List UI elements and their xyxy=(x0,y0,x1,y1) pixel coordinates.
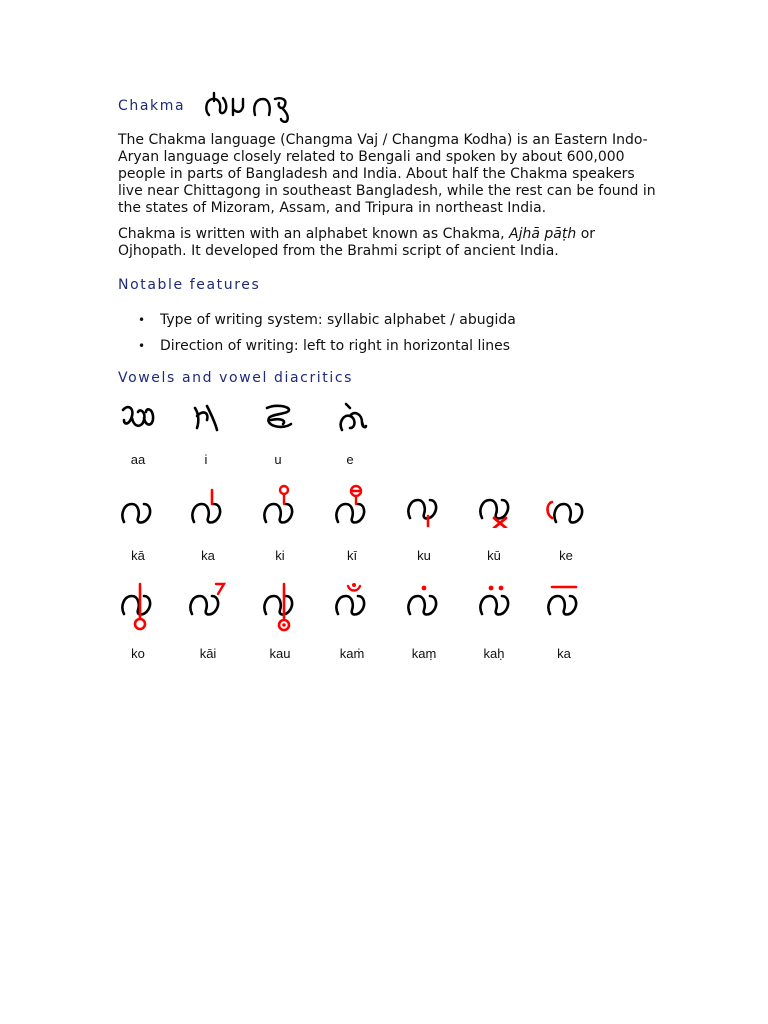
chakma-kah-visarga-glyph xyxy=(476,582,516,632)
notable-features-heading: Notable features xyxy=(118,277,261,293)
vowel-label: ku xyxy=(417,548,431,563)
vowel-label: kaṃ xyxy=(411,646,437,661)
vowels-heading: Vowels and vowel diacritics xyxy=(118,370,354,386)
vowel-label: kāi xyxy=(199,646,217,661)
vowel-label: ka xyxy=(557,646,571,661)
bullet-icon: • xyxy=(138,313,146,327)
script-native-name: Ajhā pāṭh xyxy=(509,226,577,242)
chakma-ka-a-glyph xyxy=(188,484,228,528)
vowel-label: e xyxy=(346,452,354,467)
vowel-label: kī xyxy=(346,548,358,563)
chakma-kii-glyph xyxy=(332,484,372,528)
intro-paragraph-2-tail: or Ojhopath. It developed from the Brahmi script of ancient India. xyxy=(118,226,596,259)
vowel-label: ko xyxy=(131,646,145,661)
chakma-vowel-i-glyph xyxy=(186,400,226,434)
vowel-label: kaḥ xyxy=(483,646,505,661)
chakma-vowel-e-glyph xyxy=(332,400,372,434)
chakma-vowel-aa-glyph xyxy=(118,400,158,434)
chakma-kau-glyph xyxy=(260,582,300,632)
vowel-label: kā xyxy=(131,548,145,563)
vowel-label: kū xyxy=(487,548,501,563)
list-item xyxy=(118,334,516,360)
vowel-label: kau xyxy=(269,646,291,661)
vowel-label: i xyxy=(204,452,208,467)
intro-paragraph-1: The Chakma language (Changma Vaj / Changma Kodha) is an Eastern Indo-Aryan language closely related to Bengali and spoken by about 600,000 people in parts of Bangladesh and India. About half the Chakma speakers live near Chittagong in southeast Bangladesh, while the rest can be found in the states of Mizoram, Assam, and Tripura in northeast India. xyxy=(118,132,656,216)
feature-direction: Direction of writing: left to right in horizontal lines xyxy=(160,338,511,354)
features-list xyxy=(118,308,516,360)
intro-paragraph-2-text: Chakma is written with an alphabet known as Chakma, xyxy=(118,226,510,242)
chakma-name-in-script-icon xyxy=(203,89,295,123)
intro-paragraph-2 xyxy=(118,226,658,260)
vowel-label: ke xyxy=(559,548,573,563)
title-row xyxy=(118,86,295,126)
chakma-ke-glyph xyxy=(544,484,584,528)
chakma-ka-aa-glyph xyxy=(118,484,158,528)
chakma-ku-glyph xyxy=(404,484,444,528)
chakma-kam-anusvara-glyph xyxy=(404,582,444,632)
chakma-kam-candrabindu-glyph xyxy=(332,582,372,632)
feature-writing-system: Type of writing system: syllabic alphabet / abugida xyxy=(160,312,516,328)
chakma-kai-glyph xyxy=(188,582,228,632)
page-title: Chakma xyxy=(118,98,186,114)
vowel-label: kaṁ xyxy=(339,646,365,661)
vowel-label: ki xyxy=(275,548,285,563)
chakma-ka-maayyaa-glyph xyxy=(544,582,584,632)
chakma-ki-glyph xyxy=(260,484,300,528)
chakma-ko-glyph xyxy=(118,582,158,632)
vowel-label: u xyxy=(274,452,282,467)
chakma-vowel-u-glyph xyxy=(258,400,298,434)
vowel-label: aa xyxy=(130,452,146,467)
vowel-label: ka xyxy=(201,548,215,563)
bullet-icon: • xyxy=(138,339,146,353)
chakma-kuu-glyph xyxy=(476,484,516,528)
list-item xyxy=(118,308,516,334)
